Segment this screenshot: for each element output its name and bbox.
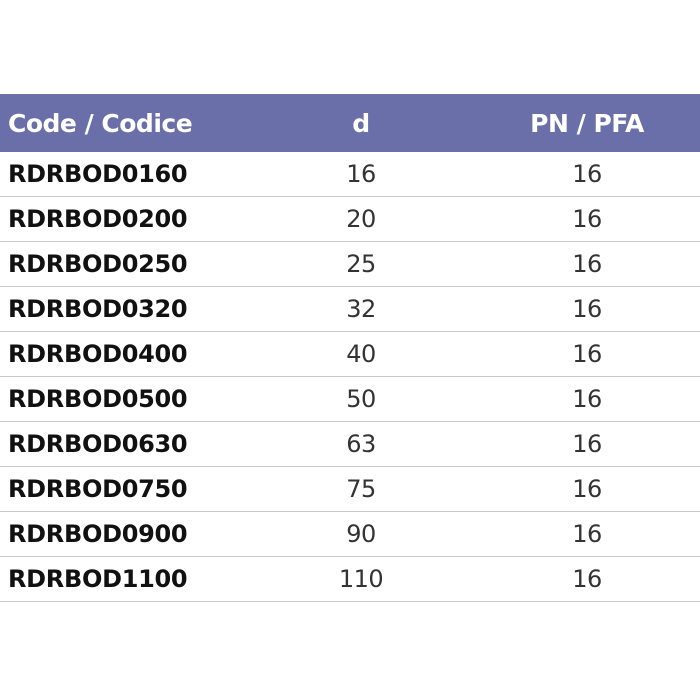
table-row: [0, 422, 700, 467]
cell-pn: 16: [572, 250, 602, 278]
table-row: [0, 377, 700, 422]
cell-pn: 16: [572, 205, 602, 233]
cell-code: RDRBOD0320: [8, 295, 188, 323]
cell-d: 32: [346, 295, 376, 323]
table-row: [0, 332, 700, 377]
cell-code: RDRBOD0400: [8, 340, 188, 368]
cell-pn: 16: [572, 565, 602, 593]
cell-d: 25: [346, 250, 376, 278]
cell-pn: 16: [572, 385, 602, 413]
cell-d: 50: [346, 385, 376, 413]
table-row: [0, 287, 700, 332]
table-row: [0, 467, 700, 512]
cell-code: RDRBOD0250: [8, 250, 188, 278]
cell-pn: 16: [572, 295, 602, 323]
header-pn: PN / PFA: [530, 108, 644, 138]
product-table: [0, 94, 700, 602]
cell-d: 63: [346, 430, 376, 458]
cell-d: 110: [338, 565, 384, 593]
cell-pn: 16: [572, 430, 602, 458]
cell-pn: 16: [572, 520, 602, 548]
header-code: Code / Codice: [8, 108, 193, 138]
table-header: [0, 94, 700, 152]
cell-pn: 16: [572, 475, 602, 503]
cell-pn: 16: [572, 340, 602, 368]
cell-code: RDRBOD0750: [8, 475, 188, 503]
cell-d: 20: [346, 205, 376, 233]
table-row: [0, 197, 700, 242]
cell-d: 40: [346, 340, 376, 368]
cell-code: RDRBOD0630: [8, 430, 188, 458]
cell-pn: 16: [572, 160, 602, 188]
cell-d: 90: [346, 520, 376, 548]
cell-code: RDRBOD0900: [8, 520, 188, 548]
cell-d: 75: [346, 475, 376, 503]
table-row: [0, 242, 700, 287]
table-row: [0, 557, 700, 602]
table-row: [0, 152, 700, 197]
cell-code: RDRBOD0200: [8, 205, 188, 233]
table-row: [0, 512, 700, 557]
cell-d: 16: [346, 160, 376, 188]
cell-code: RDRBOD1100: [8, 565, 188, 593]
cell-code: RDRBOD0160: [8, 160, 188, 188]
header-d: d: [352, 108, 370, 138]
cell-code: RDRBOD0500: [8, 385, 188, 413]
